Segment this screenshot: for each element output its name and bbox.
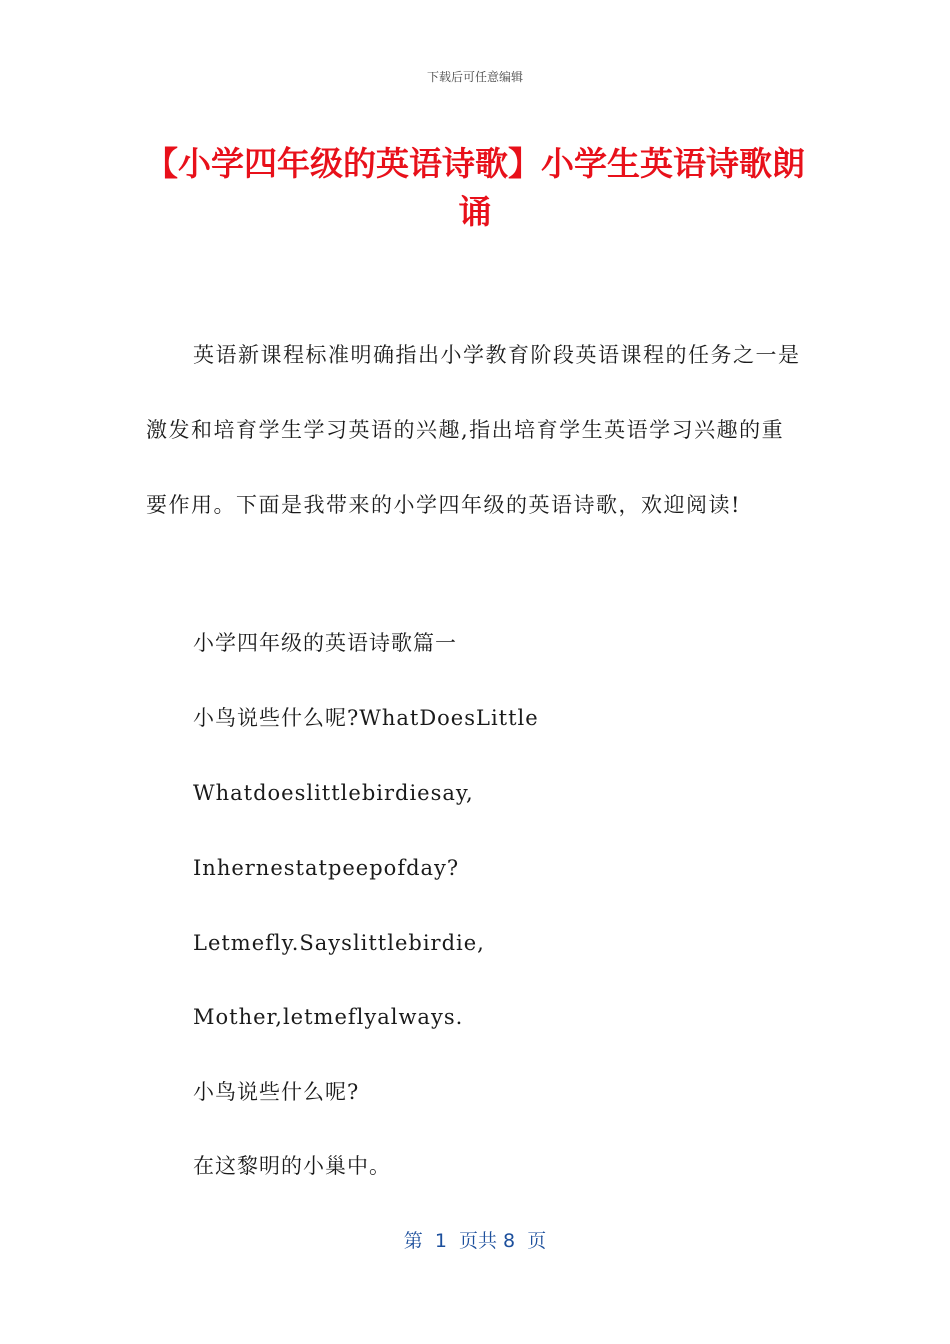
poem-line: Mother,letmeflyalways. [193,1005,464,1029]
poem-line: 小鸟说些什么呢?WhatDoesLittle [193,706,539,730]
page-footer: 第 1 页共 8 页 [403,1230,547,1252]
section-heading: 小学四年级的英语诗歌篇一 [193,631,457,655]
poem-line: Letmefly.Sayslittlebirdie, [193,931,485,955]
poem-line: 在这黎明的小巢中。 [193,1154,391,1178]
document-title: 【小学四年级的英语诗歌】小学生英语诗歌朗诵 [145,144,805,231]
header-note: 下载后可任意编辑 [426,70,523,84]
poem-line: Whatdoeslittlebirdiesay, [193,781,474,805]
poem-line: 小鸟说些什么呢? [193,1080,360,1104]
poem-line: Inhernestatpeepofday? [193,856,460,880]
intro-paragraph: 英语新课程标准明确指出小学教育阶段英语课程的任务之一是激发和培育学生学习英语的兴趣,指出培育学生英语学习兴趣的重要作用。下面是我带来的小学四年级的英语诗歌，欢迎阅读! [146,343,801,517]
